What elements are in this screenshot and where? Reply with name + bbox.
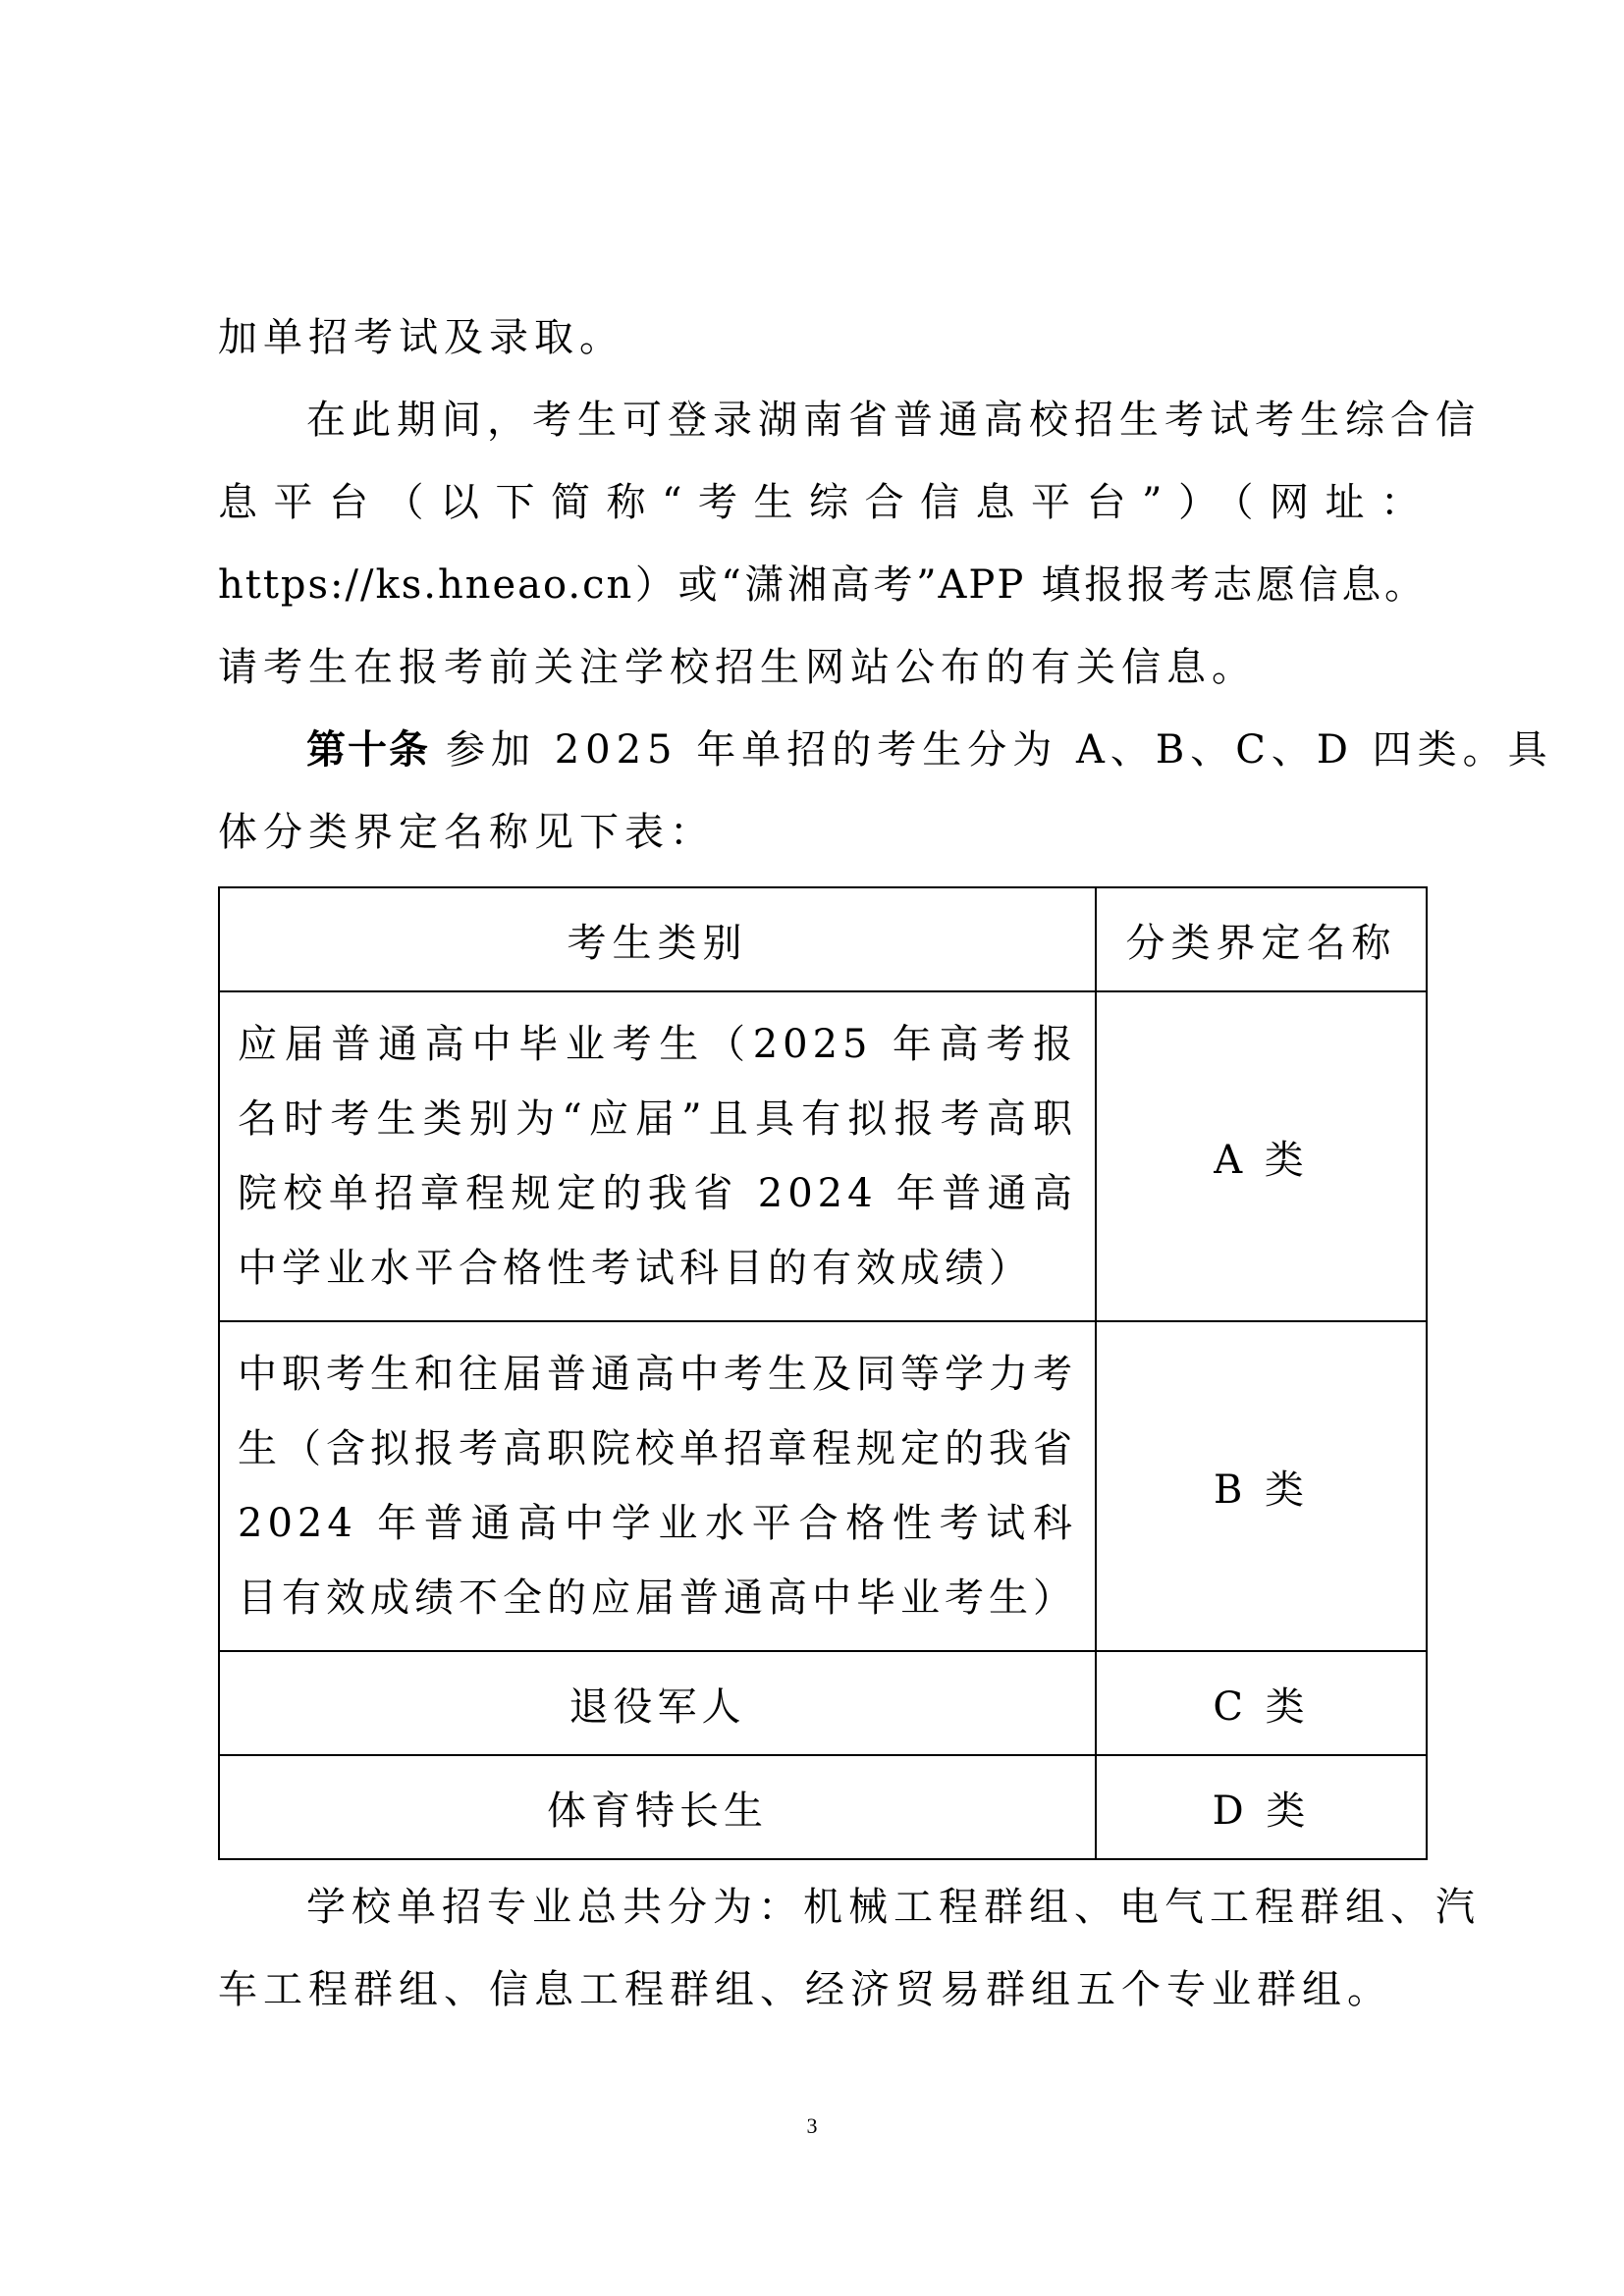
body-text-line: 息平台（以下简称“考生综合信息平台”）（网址：: [218, 480, 1426, 525]
category-name-cell: C 类: [1096, 1651, 1427, 1755]
table-header-category: 考生类别: [219, 887, 1096, 991]
table-header-row: [219, 887, 1427, 991]
body-text-line: 在此期间，考生可登录湖南省普通高校招生考试考生综合信: [306, 398, 1481, 443]
body-text-line: 请考生在报考前关注学校招生网站公布的有关信息。: [218, 645, 1257, 690]
body-text-line: 学校单招专业总共分为：机械工程群组、电气工程群组、汽: [306, 1885, 1481, 1930]
category-cell: 体育特长生: [219, 1755, 1096, 1859]
body-text-line: 车工程群组、信息工程群组、经济贸易群组五个专业群组。: [218, 1967, 1392, 2012]
category-name-cell: A 类: [1096, 991, 1427, 1321]
body-text-line: https://ks.hneao.cn）或“潇湘高考”APP 填报报考志愿信息。: [218, 562, 1426, 608]
table-header-name: 分类界定名称: [1096, 887, 1427, 991]
category-table: [218, 886, 1428, 1860]
table-row: [219, 1651, 1427, 1755]
category-cell: 中职考生和往届普通高中考生及同等学力考生（含拟报考高职院校单招章程规定的我省 2024 年普通高中学业水平合格性考试科目有效成绩不全的应届普通高中毕业考生）: [219, 1321, 1096, 1651]
body-text-line: 加单招考试及录取。: [218, 315, 624, 360]
page-number: 3: [806, 2113, 818, 2138]
article-heading: 第十条: [306, 726, 430, 773]
category-name-cell: D 类: [1096, 1755, 1427, 1859]
table-row: [219, 991, 1427, 1321]
table-row: [219, 1755, 1427, 1859]
category-cell: 应届普通高中毕业考生（2025 年高考报名时考生类别为“应届”且具有拟报考高职院校单招章程规定的我省 2024 年普通高中学业水平合格性考试科目的有效成绩）: [219, 991, 1096, 1321]
category-name-cell: B 类: [1096, 1321, 1427, 1651]
article-10-line: [306, 722, 1553, 777]
article-text: 参加 2025 年单招的考生分为 A、B、C、D 四类。具: [446, 727, 1553, 773]
body-text-line: 体分类界定名称见下表：: [218, 810, 715, 855]
category-cell: 退役军人: [219, 1651, 1096, 1755]
table-row: [219, 1321, 1427, 1651]
